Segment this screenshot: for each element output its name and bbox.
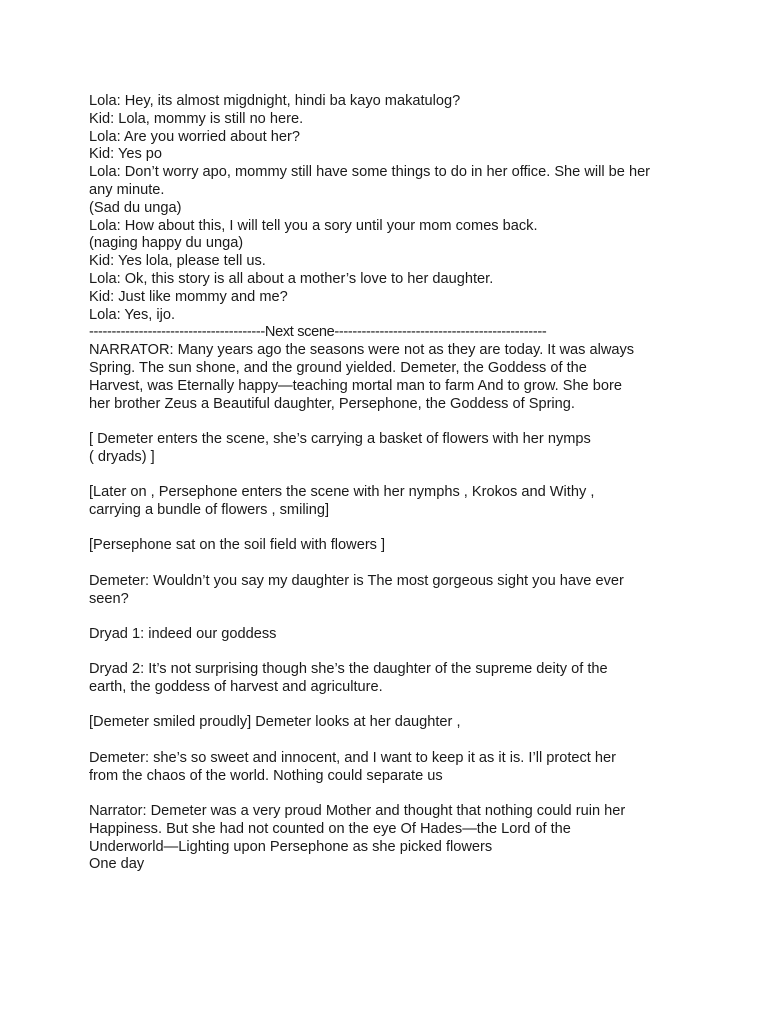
paragraph-gap (89, 644, 689, 662)
dialogue-line: Lola: Yes, ijo. (89, 306, 176, 323)
narrator-paragraph-2 (89, 803, 689, 874)
paragraph-gap (89, 520, 689, 538)
stage-note: (naging happy du unga) (89, 235, 244, 252)
dialogue-line: Demeter: Wouldn’t you say my daughter is The most gorgeous sight you have ever (89, 572, 624, 589)
paragraph-gap (89, 413, 689, 431)
dialogue-line: Demeter: she’s so sweet and innocent, and I want to keep it as it is. I’ll protect her (89, 749, 616, 766)
dialogue-line: Lola: Ok, this story is all about a mother’s love to her daughter. (89, 270, 494, 287)
direction-line: [ Demeter enters the scene, she’s carrying a basket of flowers with her nymps (89, 430, 591, 447)
dialogue-line: Dryad 2: It’s not surprising though she’s the daughter of the supreme deity of the (89, 661, 608, 678)
narration-line: Harvest, was Eternally happy—teaching mortal man to farm And to grow. She bore (89, 377, 622, 394)
dialogue-line: Kid: Yes po (89, 146, 163, 163)
dryad-1-line (89, 626, 689, 644)
narration-line: Underworld—Lighting upon Persephone as she picked flowers (89, 838, 493, 855)
paragraph-gap (89, 608, 689, 626)
dialogue-line: Kid: Lola, mommy is still no here. (89, 110, 304, 127)
narration-line: her brother Zeus a Beautiful daughter, Persephone, the Goddess of Spring. (89, 395, 575, 412)
paragraph-gap (89, 732, 689, 750)
play-script (89, 93, 689, 874)
narration-line: Narrator: Demeter was a very proud Mother and thought that nothing could ruin her (89, 803, 626, 820)
narration-line: NARRATOR: Many years ago the seasons were not as they are today. It was always (89, 342, 635, 359)
opening-dialogue (89, 93, 689, 324)
scene-separator: ---------------------------------------Next scene----------------------------------------------- (89, 324, 547, 341)
narration-line: Spring. The sun shone, and the ground yielded. Demeter, the Goddess of the (89, 359, 587, 376)
direction-line: [Demeter smiled proudly] Demeter looks at her daughter , (89, 714, 461, 731)
direction-line: [Later on , Persephone enters the scene with her nymphs , Krokos and Withy , (89, 484, 595, 501)
narrator-paragraph-1 (89, 342, 689, 413)
dialogue-line: Lola: Hey, its almost migdnight, hindi ba kayo makatulog? (89, 93, 461, 109)
direction-line: ( dryads) ] (89, 448, 155, 465)
direction-line: carrying a bundle of flowers , smiling] (89, 501, 330, 518)
dialogue-line: Lola: Are you worried about her? (89, 128, 300, 145)
paragraph-gap (89, 697, 689, 715)
dialogue-line: any minute. (89, 181, 165, 198)
demeter-line-1 (89, 573, 689, 609)
dryad-2-line (89, 661, 689, 697)
stage-direction-1 (89, 431, 689, 467)
dialogue-line: Dryad 1: indeed our goddess (89, 625, 277, 642)
narration-line: Happiness. But she had not counted on the eye Of Hades—the Lord of the (89, 820, 571, 837)
dialogue-line: Lola: How about this, I will tell you a sory until your mom comes back. (89, 217, 538, 234)
paragraph-gap (89, 785, 689, 803)
stage-direction-2 (89, 484, 689, 520)
direction-line: [Persephone sat on the soil field with flowers ] (89, 537, 386, 554)
dialogue-line: seen? (89, 590, 129, 607)
dialogue-line: Kid: Just like mommy and me? (89, 288, 288, 305)
dialogue-line: Kid: Yes lola, please tell us. (89, 253, 266, 270)
stage-direction-3 (89, 537, 689, 555)
dialogue-line: Lola: Don’t worry apo, mommy still have some things to do in her office. She will be her (89, 164, 651, 181)
stage-note: (Sad du unga) (89, 199, 182, 216)
demeter-line-2 (89, 750, 689, 786)
dialogue-line: earth, the goddess of harvest and agriculture. (89, 679, 383, 696)
stage-direction-4 (89, 714, 689, 732)
narration-line: One day (89, 856, 145, 873)
paragraph-gap (89, 467, 689, 485)
dialogue-line: from the chaos of the world. Nothing could separate us (89, 767, 443, 784)
paragraph-gap (89, 555, 689, 573)
